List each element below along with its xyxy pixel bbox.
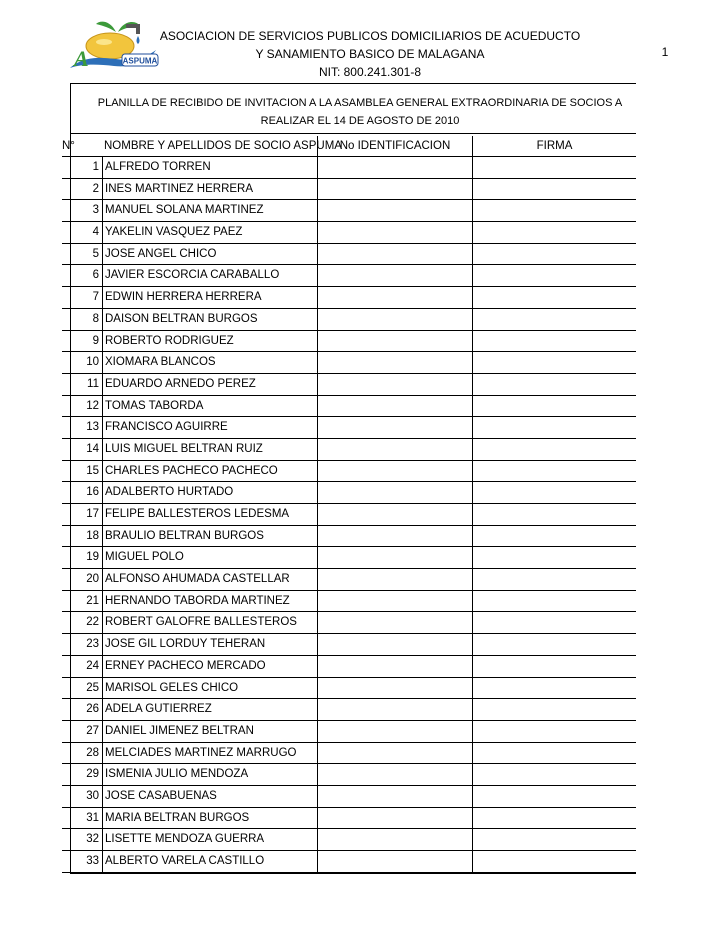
- table-row: [62, 526, 636, 548]
- member-name: ROBERTO RODRIGUEZ: [102, 331, 357, 352]
- document-title-line1: PLANILLA DE RECIBIDO DE INVITACION A LA ASAMBLEA GENERAL EXTRAORDINARIA DE SOCIOS A: [97, 97, 623, 109]
- title-divider: [70, 133, 636, 134]
- row-number: 22: [86, 616, 99, 629]
- table-row: [62, 851, 636, 873]
- table-header-row: [62, 136, 636, 157]
- member-name: ADELA GUTIERREZ: [102, 699, 357, 720]
- member-name: FELIPE BALLESTEROS LEDESMA: [102, 504, 357, 525]
- member-name: ERNEY PACHECO MERCADO: [102, 656, 357, 677]
- table-row: [62, 179, 636, 201]
- identification-cell[interactable]: [317, 808, 472, 829]
- identification-cell[interactable]: [317, 244, 472, 265]
- table-row: [62, 569, 636, 591]
- column-header-name: NOMBRE Y APELLIDOS DE SOCIO ASPUMA: [104, 140, 342, 152]
- signature-cell[interactable]: [472, 265, 636, 286]
- identification-cell[interactable]: [317, 569, 472, 590]
- row-number: 1: [92, 161, 99, 173]
- signature-cell[interactable]: [472, 461, 636, 482]
- table-row: [62, 504, 636, 526]
- signature-cell[interactable]: [472, 309, 636, 330]
- table-body: [62, 157, 636, 873]
- org-name-line1: ASOCIACION DE SERVICIOS PUBLICOS DOMICILIARIOS DE ACUEDUCTO: [159, 29, 581, 43]
- row-number: 27: [86, 724, 99, 737]
- row-number: 17: [86, 508, 99, 520]
- identification-cell[interactable]: [317, 200, 472, 221]
- signature-cell[interactable]: [472, 808, 636, 829]
- member-name: JOSE CASABUENAS: [102, 786, 357, 807]
- row-number: 19: [86, 551, 99, 564]
- member-name: DANIEL JIMENEZ BELTRAN: [102, 721, 357, 742]
- row-number: 10: [86, 356, 99, 369]
- signature-cell[interactable]: [472, 721, 636, 742]
- aspuma-logo: [66, 18, 162, 74]
- member-name: YAKELIN VASQUEZ PAEZ: [102, 222, 357, 243]
- row-number: 5: [92, 247, 99, 260]
- signature-cell[interactable]: [472, 439, 636, 460]
- table-row: [62, 461, 636, 483]
- row-number: 33: [86, 855, 99, 867]
- row-number: 16: [86, 486, 99, 499]
- member-name: MELCIADES MARTINEZ MARRUGO: [102, 743, 357, 764]
- document-title: [80, 94, 640, 130]
- member-name: MANUEL SOLANA MARTINEZ: [102, 200, 357, 221]
- signature-cell[interactable]: [472, 526, 636, 547]
- org-nit: NIT: 800.241.301-8: [318, 65, 422, 79]
- member-name: MIGUEL POLO: [102, 547, 357, 568]
- identification-cell[interactable]: [317, 265, 472, 286]
- table-row: [62, 547, 636, 569]
- signature-cell[interactable]: [472, 634, 636, 655]
- table-row: [62, 200, 636, 222]
- table-row: [62, 699, 636, 721]
- identification-cell[interactable]: [317, 439, 472, 460]
- table-row: [62, 331, 636, 353]
- signature-cell[interactable]: [472, 786, 636, 807]
- member-name: JOSE ANGEL CHICO: [102, 244, 357, 265]
- member-name: LISETTE MENDOZA GUERRA: [102, 829, 357, 850]
- signature-cell[interactable]: [472, 482, 636, 503]
- row-number: 6: [92, 269, 99, 282]
- identification-cell[interactable]: [317, 656, 472, 677]
- table-row: [62, 612, 636, 634]
- identification-cell[interactable]: [317, 829, 472, 850]
- identification-cell[interactable]: [317, 157, 472, 178]
- row-number: 4: [92, 226, 99, 239]
- table-row: [62, 374, 636, 396]
- member-name: LUIS MIGUEL BELTRAN RUIZ: [102, 439, 357, 460]
- row-number: 24: [86, 659, 99, 672]
- top-border: [70, 83, 636, 84]
- signature-cell[interactable]: [472, 764, 636, 785]
- member-name: TOMAS TABORDA: [102, 396, 357, 417]
- row-number: 13: [86, 421, 99, 434]
- row-number: 26: [86, 703, 99, 716]
- row-number: 25: [86, 681, 99, 694]
- signature-cell[interactable]: [472, 656, 636, 677]
- row-number: 23: [86, 638, 99, 651]
- table-row: [62, 265, 636, 287]
- table-row: [62, 157, 636, 179]
- table-row: [62, 222, 636, 244]
- column-header-number: N°: [62, 140, 75, 152]
- svg-text:ASPUMA: ASPUMA: [122, 56, 158, 66]
- row-number: 3: [92, 204, 99, 217]
- identification-cell[interactable]: [317, 352, 472, 373]
- member-name: XIOMARA BLANCOS: [102, 352, 357, 373]
- aspuma-logo-icon: [66, 18, 162, 74]
- svg-text:A: A: [74, 46, 89, 71]
- identification-cell[interactable]: [317, 699, 472, 720]
- row-number: 12: [86, 399, 99, 412]
- row-number: 31: [86, 811, 99, 824]
- table-row: [62, 482, 636, 504]
- row-number: 29: [86, 768, 99, 781]
- signature-cell[interactable]: [472, 678, 636, 699]
- row-number: 15: [86, 464, 99, 477]
- table-row: [62, 808, 636, 830]
- column-header-id: No IDENTIFICACION: [317, 136, 472, 156]
- table-row: [62, 656, 636, 678]
- signature-cell[interactable]: [472, 612, 636, 633]
- row-number: 18: [86, 529, 99, 542]
- signature-cell[interactable]: [472, 504, 636, 525]
- row-number: 30: [86, 789, 99, 802]
- identification-cell[interactable]: [317, 743, 472, 764]
- identification-cell[interactable]: [317, 851, 472, 872]
- table-row: [62, 634, 636, 656]
- row-number: 28: [86, 746, 99, 759]
- row-number: 14: [86, 442, 99, 455]
- member-name: JOSE GIL LORDUY TEHERAN: [102, 634, 357, 655]
- document-title-line2: REALIZAR EL 14 DE AGOSTO DE 2010: [260, 115, 460, 127]
- signature-cell[interactable]: [472, 287, 636, 308]
- signature-cell[interactable]: [472, 374, 636, 395]
- member-name: CHARLES PACHECO PACHECO: [102, 461, 357, 482]
- table-row: [62, 439, 636, 461]
- signature-cell[interactable]: [472, 200, 636, 221]
- identification-cell[interactable]: [317, 222, 472, 243]
- signature-cell[interactable]: [472, 569, 636, 590]
- member-name: DAISON BELTRAN BURGOS: [102, 309, 357, 330]
- identification-cell[interactable]: [317, 461, 472, 482]
- bottom-border: [70, 873, 636, 874]
- member-name: INES MARTINEZ HERRERA: [102, 179, 357, 200]
- row-number: 21: [86, 594, 99, 607]
- identification-cell[interactable]: [317, 764, 472, 785]
- row-number: 2: [92, 182, 99, 195]
- identification-cell[interactable]: [317, 309, 472, 330]
- identification-cell[interactable]: [317, 417, 472, 438]
- signature-cell[interactable]: [472, 829, 636, 850]
- table-row: [62, 591, 636, 613]
- signature-cell[interactable]: [472, 352, 636, 373]
- row-number: 32: [86, 833, 99, 846]
- identification-cell[interactable]: [317, 331, 472, 352]
- org-name-line2: Y SANAMIENTO BASICO DE MALAGANA: [255, 47, 485, 61]
- table-row: [62, 764, 636, 786]
- identification-cell[interactable]: [317, 612, 472, 633]
- identification-cell[interactable]: [317, 374, 472, 395]
- identification-cell[interactable]: [317, 287, 472, 308]
- table-row: [62, 309, 636, 331]
- member-name: ALBERTO VARELA CASTILLO: [102, 851, 357, 872]
- table-row: [62, 829, 636, 851]
- identification-cell[interactable]: [317, 721, 472, 742]
- identification-cell[interactable]: [317, 786, 472, 807]
- signature-cell[interactable]: [472, 699, 636, 720]
- identification-cell[interactable]: [317, 678, 472, 699]
- table-row: [62, 287, 636, 309]
- member-name: ADALBERTO HURTADO: [102, 482, 357, 503]
- member-name: MARIA BELTRAN BURGOS: [102, 808, 357, 829]
- identification-cell[interactable]: [317, 179, 472, 200]
- identification-cell[interactable]: [317, 634, 472, 655]
- member-name: ROBERT GALOFRE BALLESTEROS: [102, 612, 357, 633]
- signature-cell[interactable]: [472, 179, 636, 200]
- row-number: 7: [92, 291, 99, 304]
- member-name: ALFONSO AHUMADA CASTELLAR: [102, 569, 357, 590]
- signature-cell[interactable]: [472, 331, 636, 352]
- member-name: EDWIN HERRERA HERRERA: [102, 287, 357, 308]
- identification-cell[interactable]: [317, 591, 472, 612]
- table-row: [62, 721, 636, 743]
- signature-cell[interactable]: [472, 244, 636, 265]
- column-header-signature: FIRMA: [472, 136, 636, 156]
- signature-cell[interactable]: [472, 417, 636, 438]
- identification-cell[interactable]: [317, 547, 472, 568]
- signature-cell[interactable]: [472, 851, 636, 872]
- page-number: 1: [661, 45, 669, 59]
- member-name: EDUARDO ARNEDO PEREZ: [102, 374, 357, 395]
- signature-cell[interactable]: [472, 743, 636, 764]
- member-name: JAVIER ESCORCIA CARABALLO: [102, 265, 357, 286]
- signature-cell[interactable]: [472, 547, 636, 568]
- table-row: [62, 352, 636, 374]
- member-name: FRANCISCO AGUIRRE: [102, 417, 357, 438]
- identification-cell[interactable]: [317, 482, 472, 503]
- identification-cell[interactable]: [317, 396, 472, 417]
- member-name: BRAULIO BELTRAN BURGOS: [102, 526, 357, 547]
- member-name: MARISOL GELES CHICO: [102, 678, 357, 699]
- signature-cell[interactable]: [472, 222, 636, 243]
- row-number: 11: [87, 377, 99, 390]
- signature-cell[interactable]: [472, 591, 636, 612]
- identification-cell[interactable]: [317, 504, 472, 525]
- table-row: [62, 786, 636, 808]
- row-number: 20: [86, 573, 99, 586]
- table-row: [62, 743, 636, 765]
- table-row: [62, 678, 636, 700]
- table-row: [62, 244, 636, 266]
- member-name: HERNANDO TABORDA MARTINEZ: [102, 591, 357, 612]
- identification-cell[interactable]: [317, 526, 472, 547]
- attendance-table: [62, 136, 636, 873]
- signature-cell[interactable]: [472, 157, 636, 178]
- row-number: 9: [92, 334, 99, 347]
- row-number: 8: [92, 312, 99, 325]
- member-name: ISMENIA JULIO MENDOZA: [102, 764, 357, 785]
- signature-cell[interactable]: [472, 396, 636, 417]
- table-row: [62, 417, 636, 439]
- member-name: ALFREDO TORREN: [102, 157, 357, 178]
- organization-header: [150, 27, 590, 81]
- table-row: [62, 396, 636, 418]
